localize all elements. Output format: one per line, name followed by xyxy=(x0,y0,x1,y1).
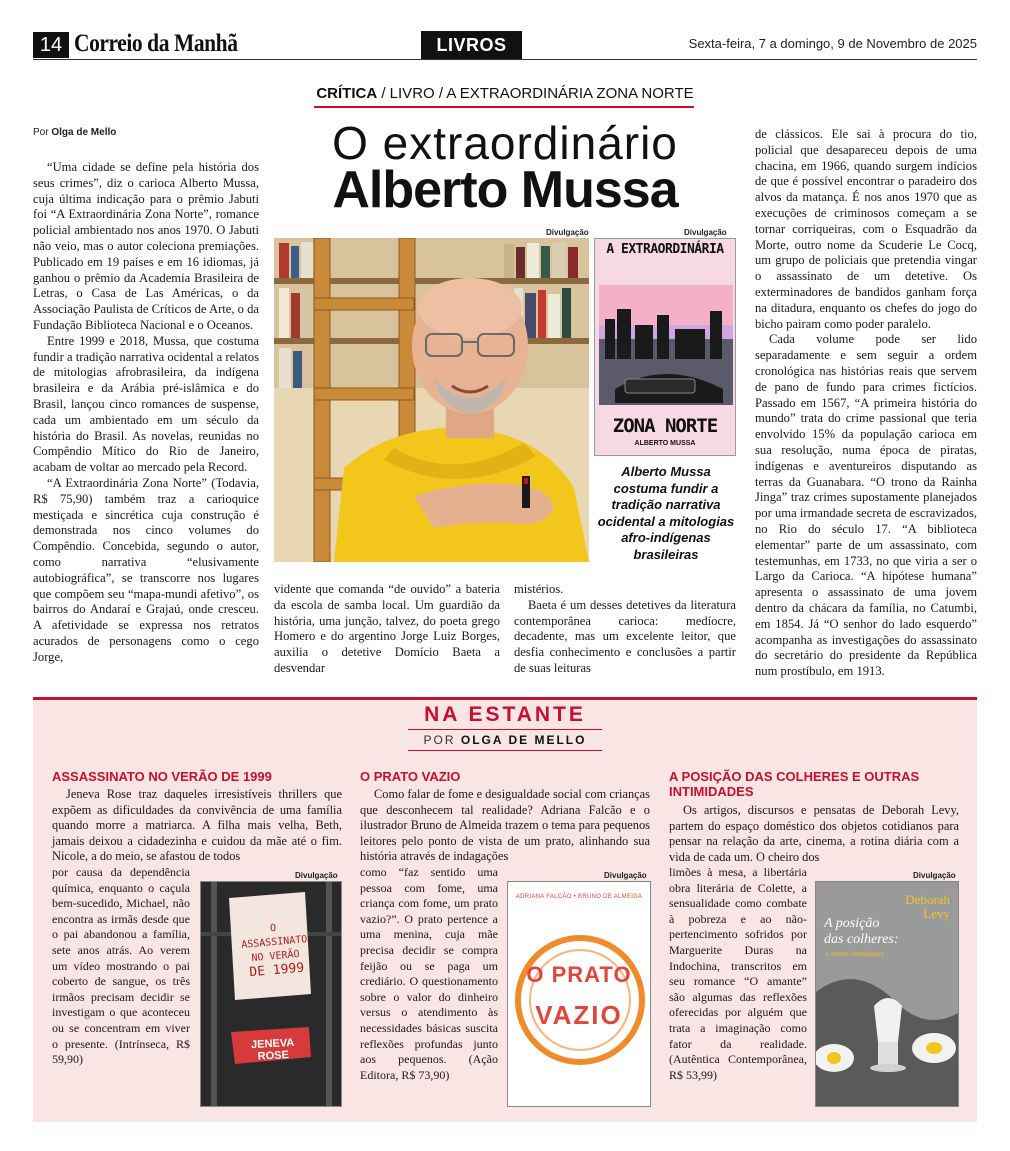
article-column-4 xyxy=(755,127,977,680)
book-credit: Divulgação xyxy=(684,228,727,237)
book-cover-zona-norte xyxy=(594,238,736,456)
kicker-underline xyxy=(314,106,694,108)
cover3-sub: e outras intimidades xyxy=(826,950,884,958)
paragraph: vidente que comanda “de ouvido” a bateria da escola de samba local. Um guardião da história, uma junção, talvez, do poeta grego Homero e do argentino Jorge Luiz Borges, auxilia o detetive Domício Baeta a desvendar xyxy=(274,582,500,675)
photo-caption: Alberto Mussa costuma fundir a tradição narrativa ocidental a mitologias afro-indígenas brasileiras xyxy=(597,464,735,562)
review-text-2 xyxy=(360,865,498,1083)
kicker-label: CRÍTICA xyxy=(316,85,378,102)
paragraph: de clássicos. Ele sai à procura do tio, policial que desapareceu depois de uma chacina, em 1966, quando surgem indícios de que é possível encontrar o paradeiro dos alvos da matança. É nos anos 1970 que as execuções de criminosos começam a se tornar corriqueiras, com o Esquadrão da Morte, outro nome da Scuderie Le Cocq, um grupo de policiais que pretendia vingar o assassinato de um detetive. Os exterminadores de bandidos ganham força na ditadura, enquanto os chefes do jogo do bicho pairam como poder paralelo. xyxy=(755,127,977,331)
cover-title-bottom: ZONA NORTE xyxy=(612,415,718,437)
paragraph: Baeta é um desses detetives da literatura contemporânea carioca: medíocre, decadente, mas um excelente leitor, que desfia conhecimento e conclusões a partir de suas leituras xyxy=(514,597,736,675)
review-text-3 xyxy=(669,865,807,1083)
byline-prefix: Por xyxy=(33,127,52,138)
cover3-author1: Deborah xyxy=(905,892,950,907)
headline-line1: O extraordinário xyxy=(332,117,678,169)
na-estante-top-rule xyxy=(33,697,977,700)
headline-line2: Alberto Mussa xyxy=(332,161,678,219)
book-cover-posicao-colheres xyxy=(815,881,959,1107)
section-tag[interactable]: LIVROS xyxy=(421,31,522,59)
cover2-authors: ADRIANA FALCÃO • BRUNO DE ALMEIDA xyxy=(515,894,643,900)
paragraph: mistérios. xyxy=(514,582,564,596)
review-title-2: O PRATO VAZIO xyxy=(360,769,461,784)
header-rule xyxy=(33,59,977,60)
byline-author: Olga de Mello xyxy=(51,127,117,138)
paragraph: “Uma cidade se define pela história dos seus crimes”, diz o carioca Alberto Mussa, cuja última indicação para o prêmio Jabuti foi “A Extraordinária Zona Norte”, romance policial ambientado nos anos 1970. O Jabuti não veio, mas o autor coleciona premiações. Publicado em 19 países e em 16 idiomas, já ganhou o prêmio da Academia Brasileira de Letras, o Casa de Las Américas, o da Associação Paulista de Críticos de Arte, o da Fundação Biblioteca Nacional e o Oceanos. xyxy=(33,160,259,332)
cover2-word1: O PRATO xyxy=(526,962,632,987)
estante-by-author: OLGA DE MELLO xyxy=(460,733,587,747)
paragraph: Cada volume pode ser lido separadamente e sem seguir a ordem cronológica nas histórias reais que servem de pano de fundo para crimes fictícios. Passado em 1567, “A primeira história do mundo” trata do crime passional que teria envolvido 15% da população carioca em sua resolução, numa época de piratas, indígenas e aventureiros disputando as terras da Guanabara. “O trono da Rainha Jinga” traz crimes supostamente planejados por uma irmandade secreta de escravizados, no Rio do século 17. “A biblioteca elementar” parte de um assassinato, com testemunhas, em 1733, no que viria a ser o Largo da Carioca. “A hipótese humana” apresenta o assassinato de uma jovem dentro da chácara da família, no Catumbi, em 1854. Já “O senhor do lado esquerdo” acompanha as investigações do assassinato do secretário do presidente da República num prostíbulo, em 1913. xyxy=(755,332,977,679)
review-intro-1 xyxy=(52,787,342,865)
cover2-word2: VAZIO xyxy=(535,1000,623,1030)
cover-author: ALBERTO MUSSA xyxy=(634,440,696,447)
cover3-title2: das colheres: xyxy=(824,932,899,947)
page-number: 14 xyxy=(33,32,69,58)
issue-date: Sexta-feira, 7 a domingo, 9 de Novembro de 2025 xyxy=(688,36,977,51)
photo-credit: Divulgação xyxy=(546,228,589,237)
cover1-line: NO VERÃO xyxy=(251,948,301,965)
cover3-author2: Levy xyxy=(923,906,950,921)
cover1-line: O ASSASSINATO xyxy=(240,922,308,951)
article-column-1 xyxy=(33,160,259,666)
na-estante-byline xyxy=(0,733,1010,747)
review-credit-3: Divulgação xyxy=(913,871,956,880)
na-estante-rule xyxy=(408,729,602,730)
cover1-author: JENEVA ROSE xyxy=(250,1036,295,1063)
review-title-3: A POSIÇÃO DAS COLHERES E OUTRAS INTIMIDADES xyxy=(669,769,920,799)
cover-title-top: A EXTRAORDINÁRIA xyxy=(606,242,724,257)
paragraph: Entre 1999 e 2018, Mussa, que costuma fundir a tradição narrativa ocidental a relatos de mitologias afrobrasileira, da indígena brasileira e da Arábia pré-islâmica e do Brasil, lançou cinco romances de suspense, cada um ambientado em um século da história do Brasil. As novelas, reunidas no Compêndio Mítico do Rio de Janeiro, acabam de voltar ao mercado pela Record. xyxy=(33,333,259,475)
na-estante-title: NA ESTANTE xyxy=(424,703,586,726)
paragraph: Como falar de fome e desigualdade social com crianças que desconhecem tal realidade? Adriana Falcão e o ilustrador Bruno de Almeida trazem o tema para pequenos leitores pelo ponto de vista de um prato, alinhando sua história através de indagações xyxy=(360,787,650,864)
paragraph: “A Extraordinária Zona Norte” (Todavia, R$ 75,90) também traz a carioquice mestiçada e sincrética cuja construção é demonstrada nos cinco volumes do Compêndio. Concebida, segundo o autor, como narrativa “elusivamente autobiográfica”, se transcorre nos lugares que compõem seu “mapa-mundi afetivo”, os bairros do Andaraí e Grajaú, onde cresceu. A afetividade se expressa nos retratos acurados de personagens como o cego Jorge, xyxy=(33,475,259,664)
article-column-2 xyxy=(274,582,500,677)
kicker-rest: / LIVRO / A EXTRAORDINÁRIA ZONA NORTE xyxy=(377,85,694,102)
na-estante-rule xyxy=(408,750,602,751)
book-cover-assassinato xyxy=(200,881,342,1107)
review-credit-1: Divulgação xyxy=(295,871,338,880)
estante-by-prefix: POR xyxy=(423,733,461,747)
cover3-title1: A posição xyxy=(824,916,880,931)
book-cover-prato-vazio xyxy=(507,881,651,1107)
article-column-3 xyxy=(514,582,736,677)
paragraph: Os artigos, discursos e pensatas de Deborah Levy, partem do espaço doméstico dos objetos cotidianos para pensar na relação da arte, cinema, a rotina diária com a vida de cada um. O cheiro dos xyxy=(669,803,959,864)
cover1-line: DE 1999 xyxy=(248,960,305,981)
byline xyxy=(33,127,116,138)
review-text-1 xyxy=(52,865,190,1068)
review-title-1: ASSASSINATO NO VERÃO DE 1999 xyxy=(52,769,272,784)
review-intro-3 xyxy=(669,803,959,865)
paragraph: como “faz sentido uma pessoa com fome, uma criança com fome, um prato vazio?”. O prato pertence a uma menina, cuja mãe precisa decidir se compra feijão ou se paga um crediário. O questionamento sobre o valor do dinheiro versus o atendimento às necessidades básicas suscita reflexões profundas junto aos pequenos. (Ação Editora, R$ 73,90) xyxy=(360,865,498,1082)
article-kicker xyxy=(0,85,1010,102)
author-photo xyxy=(274,238,589,562)
review-credit-2: Divulgação xyxy=(604,871,647,880)
paragraph: por causa da dependência química, enquanto o caçula bem-sucedido, Michael, não encontra as irmãs desde que o pai abandonou a família, sete anos atrás. Ao verem um vídeo mostrando o pai coberto de sangue, os três irmãos precisam decidir se investigam o que aconteceu ou se concentram em viver o presente. (Intrínseca, R$ 59,90) xyxy=(52,865,190,1067)
paragraph: limões à mesa, a libertária obra literária de Colette, a sensualidade como combate à pobreza e ao não-pertencimento sofridos por Marguerite Duras na Indochina, transcritos em seu romance “O amante” são algumas das reflexões oferecidas por alguém que trata a imaginação como fator da realidade. (Autêntica Contemporânea, R$ 53,99) xyxy=(669,865,807,1082)
review-intro-2 xyxy=(360,787,650,865)
paragraph: Jeneva Rose traz daqueles irresistíveis thrillers que expõem as dificuldades da convivência de uma família quando morre a matriarca. A filha mais velha, Beth, jamais deixou a cidadezinha e cuidou da mãe até o fim. Nicole, a do meio, se afastou de todos xyxy=(52,787,342,864)
newspaper-masthead[interactable]: Correio da Manhã xyxy=(74,30,238,57)
